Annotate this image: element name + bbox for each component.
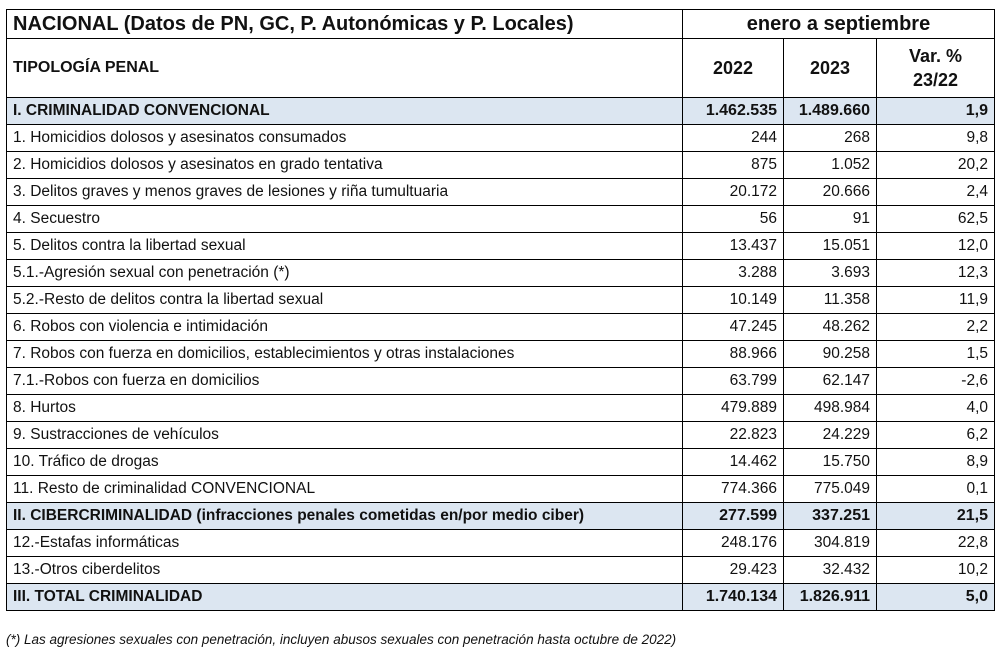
table-row xyxy=(7,395,995,422)
value-2022: 29.423 xyxy=(683,557,784,584)
value-variation: 9,8 xyxy=(877,125,995,152)
row-label: 4. Secuestro xyxy=(7,206,683,233)
value-variation: 11,9 xyxy=(877,287,995,314)
period-header: enero a septiembre xyxy=(683,10,995,39)
table-row xyxy=(7,341,995,368)
table-title: NACIONAL (Datos de PN, GC, P. Autonómicas y P. Locales) xyxy=(7,10,683,39)
value-2022: 774.366 xyxy=(683,476,784,503)
row-label: 11. Resto de criminalidad CONVENCIONAL xyxy=(7,476,683,503)
value-variation: 8,9 xyxy=(877,449,995,476)
row-label: 9. Sustracciones de vehículos xyxy=(7,422,683,449)
value-2023: 24.229 xyxy=(784,422,877,449)
value-2022: 1.462.535 xyxy=(683,98,784,125)
variation-header-line2: 23/22 xyxy=(912,70,959,90)
value-2023: 268 xyxy=(784,125,877,152)
row-label: 7.1.-Robos con fuerza en domicilios xyxy=(7,368,683,395)
value-variation: 1,5 xyxy=(877,341,995,368)
table-row xyxy=(7,368,995,395)
typology-header: TIPOLOGÍA PENAL xyxy=(7,39,683,98)
row-label: I. CRIMINALIDAD CONVENCIONAL xyxy=(7,98,683,125)
value-2023: 48.262 xyxy=(784,314,877,341)
row-label: 7. Robos con fuerza en domicilios, establecimientos y otras instalaciones xyxy=(7,341,683,368)
row-label: 2. Homicidios dolosos y asesinatos en grado tentativa xyxy=(7,152,683,179)
row-label: 5. Delitos contra la libertad sexual xyxy=(7,233,683,260)
year-2022-header: 2022 xyxy=(683,39,784,98)
section-row xyxy=(7,503,995,530)
table-row xyxy=(7,314,995,341)
table-row xyxy=(7,233,995,260)
table-row xyxy=(7,530,995,557)
row-label: 5.1.-Agresión sexual con penetración (*) xyxy=(7,260,683,287)
value-2023: 1.052 xyxy=(784,152,877,179)
table-row xyxy=(7,476,995,503)
value-2023: 1.489.660 xyxy=(784,98,877,125)
variation-header-line1: Var. % xyxy=(908,46,963,66)
table-title-row xyxy=(7,10,995,39)
row-label: 3. Delitos graves y menos graves de lesiones y riña tumultuaria xyxy=(7,179,683,206)
value-variation: 22,8 xyxy=(877,530,995,557)
section-row xyxy=(7,584,995,611)
value-variation: 62,5 xyxy=(877,206,995,233)
value-2022: 479.889 xyxy=(683,395,784,422)
value-2023: 90.258 xyxy=(784,341,877,368)
value-variation: 21,5 xyxy=(877,503,995,530)
value-2022: 244 xyxy=(683,125,784,152)
value-variation: 10,2 xyxy=(877,557,995,584)
value-2023: 32.432 xyxy=(784,557,877,584)
table-row xyxy=(7,449,995,476)
value-variation: 2,4 xyxy=(877,179,995,206)
row-label: III. TOTAL CRIMINALIDAD xyxy=(7,584,683,611)
table-row xyxy=(7,125,995,152)
value-2023: 15.750 xyxy=(784,449,877,476)
value-2022: 63.799 xyxy=(683,368,784,395)
value-2023: 1.826.911 xyxy=(784,584,877,611)
value-variation: 20,2 xyxy=(877,152,995,179)
table-row xyxy=(7,206,995,233)
value-2022: 22.823 xyxy=(683,422,784,449)
value-2022: 277.599 xyxy=(683,503,784,530)
table-row xyxy=(7,152,995,179)
value-2022: 248.176 xyxy=(683,530,784,557)
value-2022: 56 xyxy=(683,206,784,233)
value-variation: 0,1 xyxy=(877,476,995,503)
value-variation: -2,6 xyxy=(877,368,995,395)
row-label: II. CIBERCRIMINALIDAD (infracciones penales cometidas en/por medio ciber) xyxy=(7,503,683,530)
value-variation: 12,3 xyxy=(877,260,995,287)
crime-statistics-table xyxy=(6,9,995,611)
value-2022: 3.288 xyxy=(683,260,784,287)
value-2023: 775.049 xyxy=(784,476,877,503)
value-2023: 11.358 xyxy=(784,287,877,314)
row-label: 12.-Estafas informáticas xyxy=(7,530,683,557)
column-header-row xyxy=(7,39,995,98)
value-variation: 4,0 xyxy=(877,395,995,422)
table-row xyxy=(7,422,995,449)
value-2022: 14.462 xyxy=(683,449,784,476)
table-row xyxy=(7,179,995,206)
value-variation: 1,9 xyxy=(877,98,995,125)
value-2022: 875 xyxy=(683,152,784,179)
value-2022: 1.740.134 xyxy=(683,584,784,611)
row-label: 10. Tráfico de drogas xyxy=(7,449,683,476)
value-2022: 20.172 xyxy=(683,179,784,206)
table-row xyxy=(7,260,995,287)
row-label: 8. Hurtos xyxy=(7,395,683,422)
value-2023: 337.251 xyxy=(784,503,877,530)
row-label: 1. Homicidios dolosos y asesinatos consumados xyxy=(7,125,683,152)
value-2023: 62.147 xyxy=(784,368,877,395)
value-2023: 304.819 xyxy=(784,530,877,557)
value-2022: 88.966 xyxy=(683,341,784,368)
value-2023: 91 xyxy=(784,206,877,233)
value-2022: 13.437 xyxy=(683,233,784,260)
value-variation: 5,0 xyxy=(877,584,995,611)
table-row xyxy=(7,557,995,584)
value-2022: 47.245 xyxy=(683,314,784,341)
year-2023-header: 2023 xyxy=(784,39,877,98)
section-row xyxy=(7,98,995,125)
value-2022: 10.149 xyxy=(683,287,784,314)
value-2023: 15.051 xyxy=(784,233,877,260)
table-row xyxy=(7,287,995,314)
value-2023: 20.666 xyxy=(784,179,877,206)
value-variation: 6,2 xyxy=(877,422,995,449)
value-2023: 498.984 xyxy=(784,395,877,422)
footnote: (*) Las agresiones sexuales con penetración, incluyen abusos sexuales con penetración hasta octubre de 2022) xyxy=(6,632,677,647)
row-label: 5.2.-Resto de delitos contra la libertad sexual xyxy=(7,287,683,314)
value-2023: 3.693 xyxy=(784,260,877,287)
value-variation: 2,2 xyxy=(877,314,995,341)
row-label: 13.-Otros ciberdelitos xyxy=(7,557,683,584)
variation-header xyxy=(877,39,995,98)
value-variation: 12,0 xyxy=(877,233,995,260)
row-label: 6. Robos con violencia e intimidación xyxy=(7,314,683,341)
